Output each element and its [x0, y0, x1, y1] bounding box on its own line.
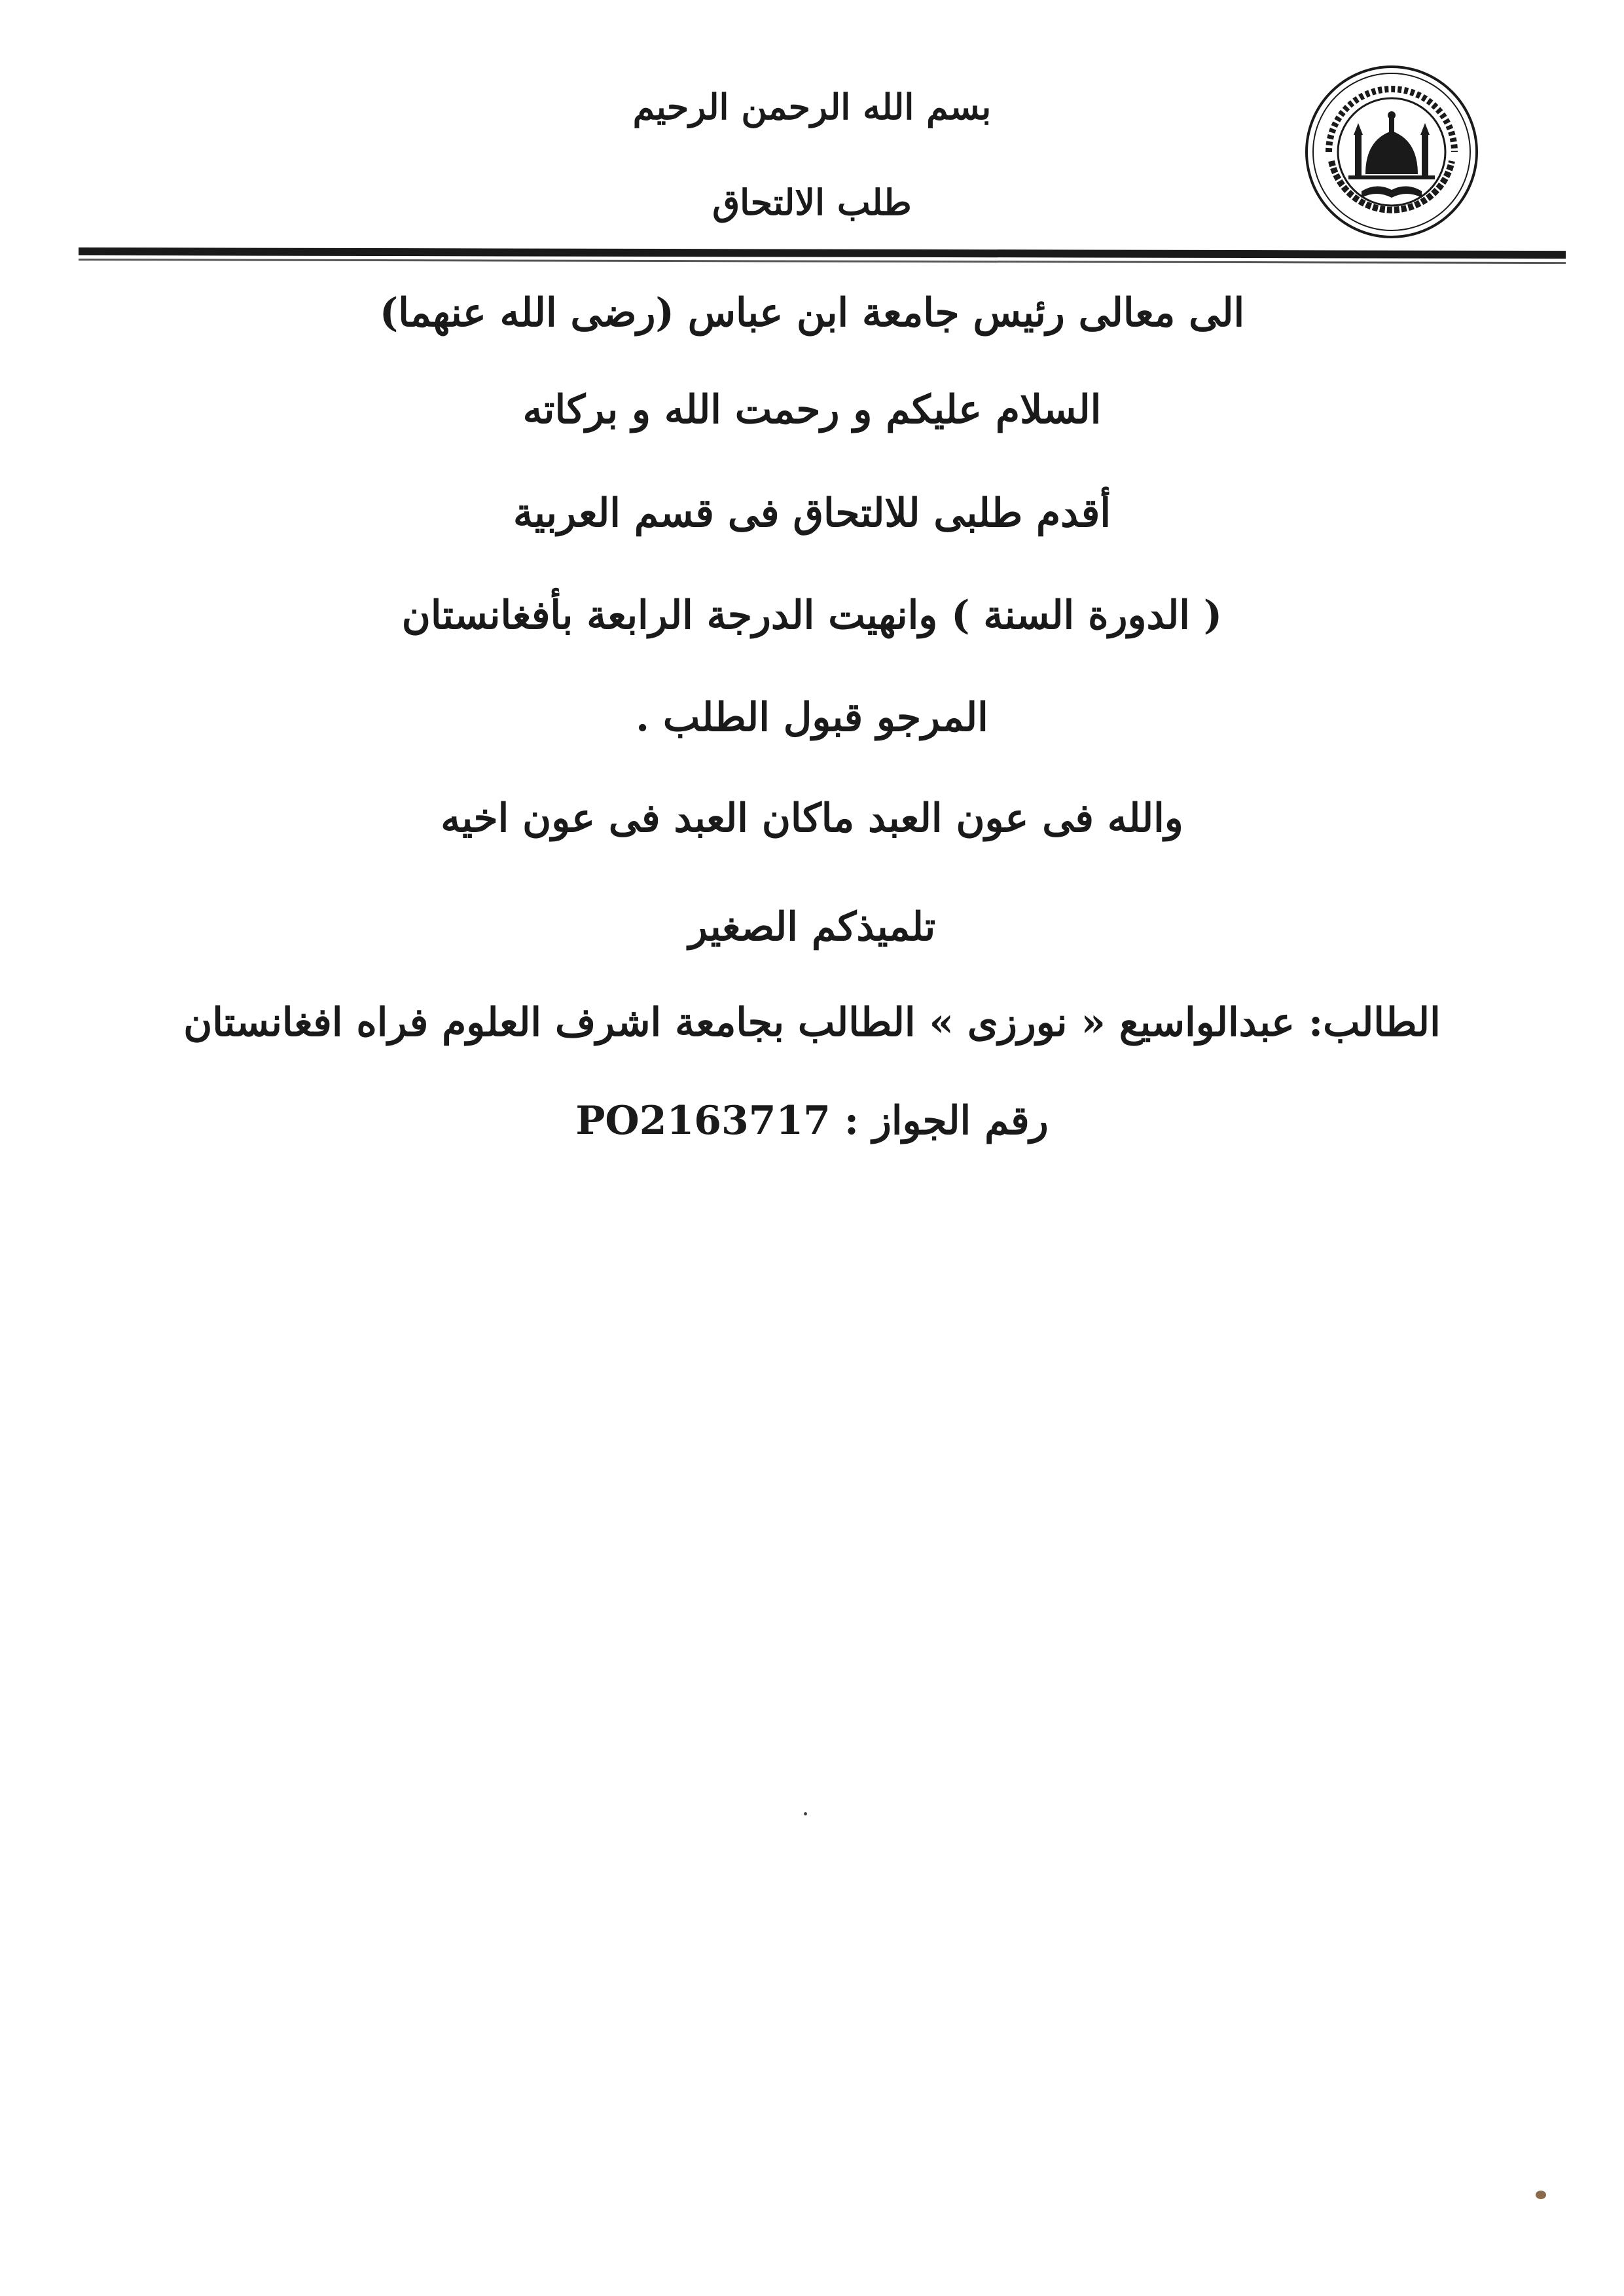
document-title: طلب الالتحاق: [712, 181, 912, 223]
letter-line-plea: المرجو قبول الطلب .: [636, 695, 988, 740]
letter-line-passport: رقم الجواز : PO2163717: [575, 1098, 1049, 1144]
letter-line-request: أقدم طلبى للالتحاق فى قسم العربية: [513, 490, 1111, 536]
header-divider-thin: [79, 259, 1566, 264]
letter-line-saying: والله فى عون العبد ماكان العبد فى عون اخيه: [441, 795, 1183, 841]
letter-line-closing: تلميذكم الصغير: [688, 904, 936, 950]
scan-speck: [1536, 2191, 1546, 2199]
header-divider: [79, 247, 1566, 259]
letter-line-student: الطالب: عبدالواسيع « نورزى » الطالب بجامعة اشرف العلوم فراه افغانستان: [183, 1000, 1441, 1046]
scan-speck: [804, 1812, 807, 1815]
letter-line-qualification: ( الدورة السنة ) وانهيت الدرجة الرابعة بأفغانستان: [401, 592, 1223, 638]
letter-line-greeting: السلام عليكم و رحمت الله و بركاته: [522, 387, 1102, 433]
letter-line-addressee: الى معالى رئيس جامعة ابن عباس (رضى الله عنهما): [379, 290, 1245, 336]
basmala-heading: بسم الله الرحمن الرحيم: [632, 86, 992, 128]
